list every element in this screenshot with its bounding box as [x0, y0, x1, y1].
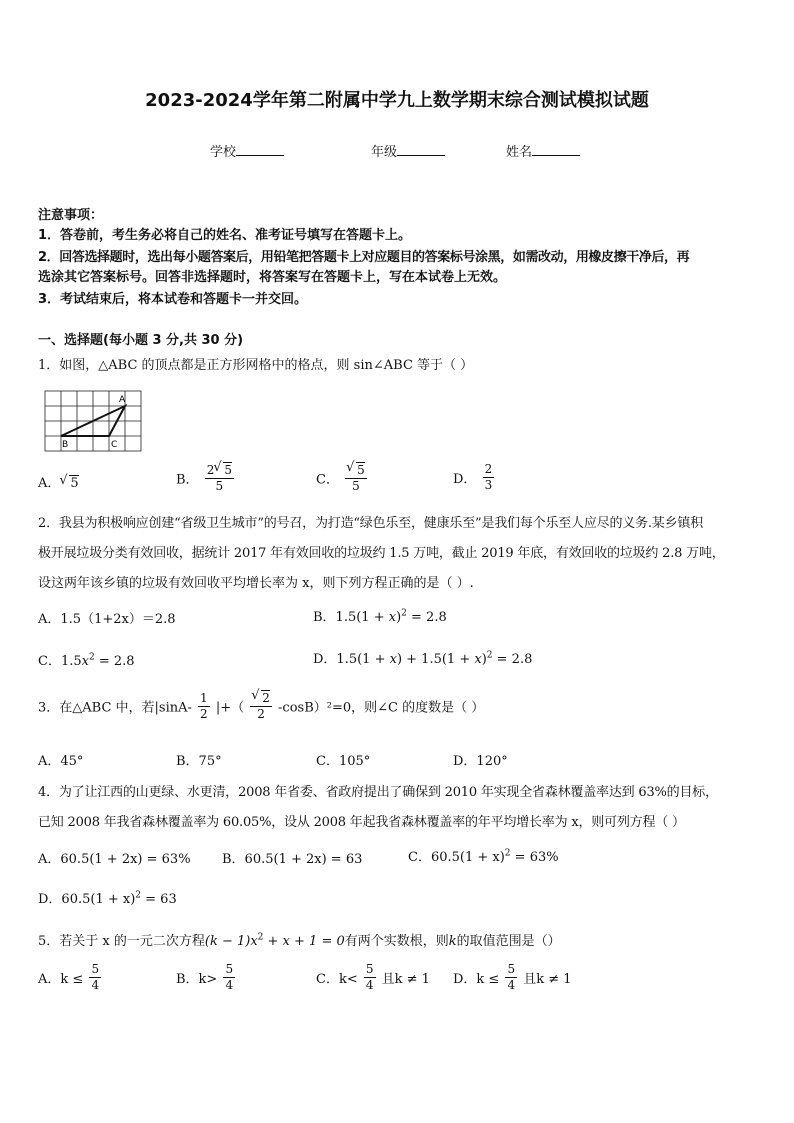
q1-option-b: B． $\frac{2√ 5}{5}$	[176, 462, 236, 494]
q4-option-a: A．60.5(1 + 2x) = 63%	[38, 852, 191, 867]
name-field	[506, 141, 580, 160]
question-3-stem: 3．在△ABC 中，若|sinA- $\frac{1}{2}$ |+（ √ $\frac{2}{2}$ -cosB）²=0，则∠C 的度数是（ ）	[38, 690, 484, 722]
q2-option-c: C．$1.5x^2 = 2.8$	[38, 652, 135, 669]
vertex-label-a: A	[119, 395, 126, 405]
grade-blank	[397, 141, 445, 156]
q3-option-d: D．120°	[453, 754, 508, 769]
notice-item-1: 1．答卷前，考生务必将自己的姓名、准考证号填写在答题卡上。	[38, 228, 412, 243]
question-2-line-2: 极开展垃圾分类有效回收，据统计 2017 年有效回收的垃圾约 1.5 万吨，截止 2019 年底，有效回收的垃圾约 2.8 万吨，	[38, 546, 725, 561]
question-2-line-3: 设这两年该乡镇的垃圾有效回收平均增长率为 x，则下列方程正确的是（ ）.	[38, 576, 474, 591]
name-blank	[532, 141, 580, 156]
question-2-line-1: 2．我县为积极响应创建“省级卫生城市”的号召，为打造“绿色乐至，健康乐至”是我们每个乐至人应尽的义务.某乡镇积	[38, 516, 703, 531]
question-1-stem: 1．如图，△ABC 的顶点都是正方形网格中的格点，则 sin∠ABC 等于（ ）	[38, 358, 474, 373]
grade-field	[371, 141, 445, 160]
question-4-line-1: 4．为了让江西的山更绿、水更清，2008 年省委、省政府提出了确保到 2010 年实现全省森林覆盖率达到 63%的目标，	[38, 785, 718, 800]
q3-option-b: B．75°	[176, 754, 222, 769]
q5-option-a: A．k ≤ $\frac{5}{4}$	[38, 962, 100, 992]
q4-option-d: D．$60.5(1 + x)^2 = 63$	[38, 890, 177, 907]
notice-item-3: 3．考试结束后，将本试卷和答题卡一并交回。	[38, 292, 308, 307]
notice-item-2b: 选涂其它答案标号。回答非选择题时，将答案写在答题卡上，写在本试卷上无效。	[38, 270, 507, 285]
q2-option-d: D．$1.5(1 + x) + 1.5(1 + x)^2 = 2.8$	[313, 650, 533, 667]
grade-label: 年级	[371, 145, 398, 160]
vertex-label-c: C	[111, 440, 118, 450]
section-heading: 一、选择题(每小题 3 分,共 30 分)	[38, 333, 244, 348]
school-field	[210, 141, 284, 160]
q4-option-b: B．60.5(1 + 2x) = 63	[222, 852, 363, 867]
notice-item-2a: 2．回答选择题时，选出每小题答案后，用铅笔把答题卡上对应题目的答案标号涂黑，如需改动，用橡皮擦干净后，再	[38, 250, 690, 265]
q1-option-a: A．√ 5	[38, 472, 79, 491]
grid-triangle-figure	[44, 389, 144, 453]
q5-option-b: B．k> $\frac{5}{4}$	[176, 962, 234, 992]
q4-option-c: C．$60.5(1 + x)^2 = 63\%$	[408, 848, 559, 865]
school-label: 学校	[210, 145, 237, 160]
q5-option-c: C．k< $\frac{5}{4}$ 且k ≠ 1	[316, 962, 430, 992]
school-blank	[236, 141, 284, 156]
sqrt-sign: √ 5	[69, 475, 78, 491]
question-5-stem: 5．若关于 x 的一元二次方程$(k - 1)x^2 + x + 1 = 0$有两个实数根，则k的取值范围是（）	[38, 932, 561, 949]
question-4-line-2: 已知 2008 年我省森林覆盖率为 60.05%，设从 2008 年起我省森林覆盖率的年平均增长率为 x，则可列方程（ ）	[38, 815, 685, 830]
page-title: 2023-2024学年第二附属中学九上数学期末综合测试模拟试题	[145, 90, 649, 111]
q1-option-d: D． $\frac{2}{3}$	[453, 462, 493, 492]
notice-heading: 注意事项：	[38, 208, 104, 223]
q1-option-c: C． √ $\frac{5}{5}$	[316, 462, 369, 494]
vertex-label-b: B	[62, 440, 69, 450]
q5-option-d: D．k ≤ $\frac{5}{4}$ 且k ≠ 1	[453, 962, 572, 992]
q3-option-c: C．105°	[316, 754, 371, 769]
q2-option-b: B．$1.5(1 + x)^2 = 2.8$	[313, 608, 447, 625]
q2-option-a: A．1.5（1+2x）＝2.8	[38, 612, 176, 627]
name-label: 姓名	[506, 145, 533, 160]
q3-option-a: A．45°	[38, 754, 84, 769]
